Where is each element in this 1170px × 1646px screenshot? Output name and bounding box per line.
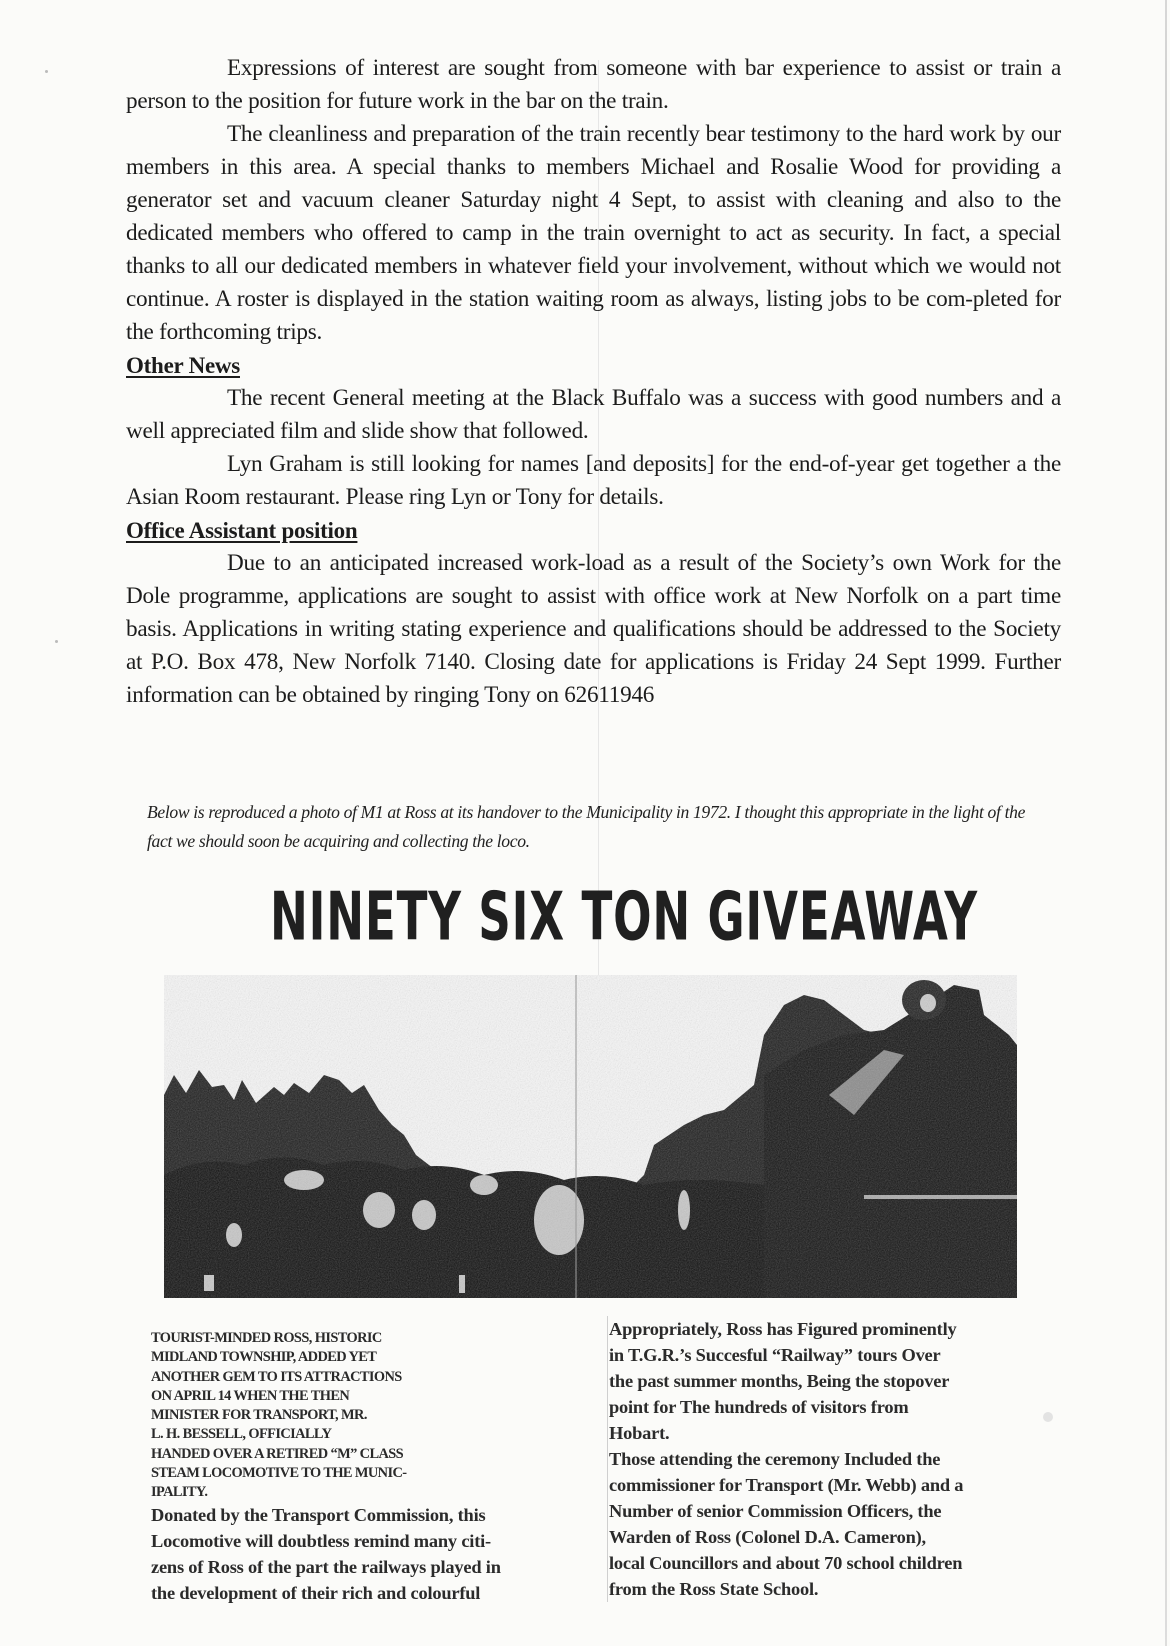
clipping-left-column <box>151 1502 571 1606</box>
column-line: Hobart. <box>609 1423 670 1443</box>
photo-caption <box>151 1329 451 1503</box>
caption-line: STEAM LOCOMOTIVE TO THE MUNIC- <box>151 1465 407 1482</box>
photo-illustration <box>164 975 1017 1298</box>
paragraph-office-assistant: Due to an anticipated increased work-load as a result of the Society’s own Work for the Dole programme, applications are sought to assist with office work at New Norfolk on a part time basis. Applications in writing stating experience and qualifications should be addressed to the Society at P.O. Box 478, New Norfolk 7140. Closing date for applications is Friday 24 Sept 1999. Further information can be obtained by ringing Tony on 62611946 <box>126 550 1061 708</box>
scan-speck <box>1043 1412 1053 1422</box>
paragraph-general-meeting: The recent General meeting at the Black Buffalo was a success with good numbers and a well appreciated film and slide show that followed. <box>126 385 1061 444</box>
column-line: in T.G.R.’s Succesful “Railway” tours Over <box>609 1345 941 1365</box>
scan-speck <box>45 70 48 73</box>
column-line: Those attending the ceremony Included the <box>609 1449 941 1469</box>
column-line: zens of Ross of the part the railways played in <box>151 1557 501 1577</box>
clipping-right-column <box>607 1316 1029 1602</box>
column-line: point for The hundreds of visitors from <box>609 1397 909 1417</box>
heading-office-assistant: Office Assistant position <box>126 518 358 543</box>
column-line: Number of senior Commission Officers, the <box>609 1501 942 1521</box>
column-line: Warden of Ross (Colonel D.A. Cameron), <box>609 1527 926 1547</box>
caption-line: IPALITY. <box>151 1484 208 1501</box>
page-edge-shadow <box>1165 0 1167 1646</box>
caption-line: ANOTHER GEM TO ITS ATTRACTIONS <box>151 1368 402 1385</box>
paragraph-bar-experience: Expressions of interest are sought from someone with bar experience to assist or train a person to the position for future work in the bar on the train. <box>126 55 1061 114</box>
caption-line: TOURIST-MINDED ROSS, HISTORIC <box>151 1330 382 1346</box>
heading-other-news: Other News <box>126 353 240 378</box>
caption-line: MIDLAND TOWNSHIP, ADDED YET <box>151 1349 377 1366</box>
clipping-headline: NINETY SIX TON GIVEAWAY <box>270 877 978 956</box>
scan-speck <box>55 640 58 643</box>
caption-line: HANDED OVER A RETIRED “M” CLASS <box>151 1445 404 1462</box>
column-line: the development of their rich and colourful <box>151 1583 481 1603</box>
newsletter-body <box>126 52 1061 712</box>
photo-grain <box>164 975 1017 1298</box>
column-line: Donated by the Transport Commission, this <box>151 1505 486 1525</box>
column-line: Appropriately, Ross has Figured prominently <box>609 1319 957 1339</box>
column-line: Locomotive will doubtless remind many citi- <box>151 1531 491 1551</box>
column-line: local Councillors and about 70 school children <box>609 1553 963 1573</box>
locomotive-photo <box>164 975 1017 1298</box>
column-line: the past summer months, Being the stopover <box>609 1371 950 1391</box>
paragraph-end-of-year: Lyn Graham is still looking for names [and deposits] for the end-of-year get together a the Asian Room restaurant. Please ring Lyn or Tony for details. <box>126 451 1061 510</box>
photo-intro-note: Below is reproduced a photo of M1 at Ross at its handover to the Municipality in 1972. I thought this appropriate in the light of the fact we should soon be acquiring and collecting the loco. <box>147 802 1026 851</box>
column-line: from the Ross State School. <box>609 1579 819 1599</box>
caption-line: MINISTER FOR TRANSPORT, MR. <box>151 1407 367 1424</box>
column-line: commissioner for Transport (Mr. Webb) and a <box>609 1475 964 1495</box>
caption-line: ON APRIL 14 WHEN THE THEN <box>151 1387 350 1404</box>
paragraph-train-cleanliness: The cleanliness and preparation of the train recently bear testimony to the hard work by our members in this area. A special thanks to members Michael and Rosalie Wood for providing a generator set and vacuum cleaner Saturday night 4 Sept, to assist with cleaning and also to the dedicated members who offered to camp in the train overnight to act as security. In fact, a special thanks to all our dedicated members in whatever field your involvement, without which we would not continue. A roster is displayed in the station waiting room as always, listing jobs to be com-pleted for the forthcoming trips. <box>126 121 1061 345</box>
caption-line: L. H. BESSELL, OFFICIALLY <box>151 1426 332 1443</box>
